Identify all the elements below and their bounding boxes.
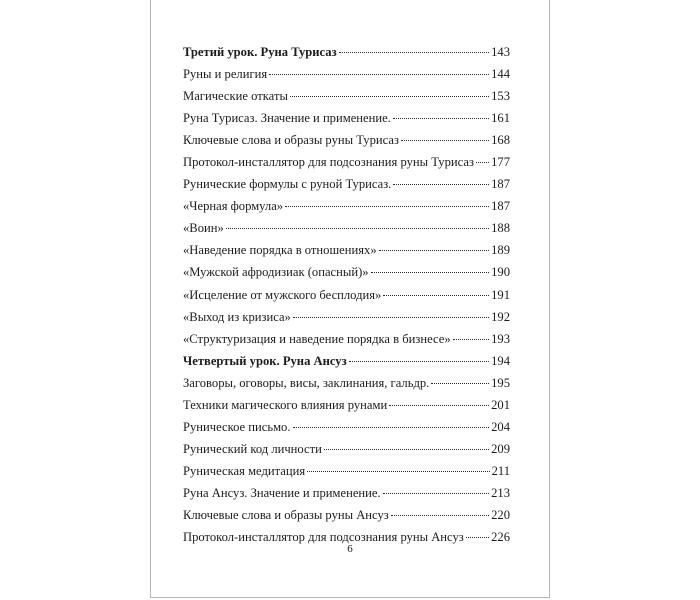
dot-leader	[226, 228, 489, 229]
toc-entry	[183, 85, 510, 107]
toc-entry-title: «Наведение порядка в отношениях»	[183, 243, 377, 258]
toc-entry-page: 191	[491, 287, 510, 302]
toc-entry	[183, 129, 510, 151]
toc-entry-page: 187	[491, 177, 510, 192]
toc-entry-title: Рунический код личности	[183, 441, 322, 456]
dot-leader	[476, 162, 489, 163]
toc-entry-title: Протокол-инсталлятор для подсознания руны Ансуз	[183, 530, 464, 545]
toc-entry	[183, 284, 510, 306]
dot-leader	[391, 515, 489, 516]
toc-entry-title: Руническое письмо.	[183, 419, 291, 434]
page-number: 6	[347, 543, 353, 555]
toc-entry-page: 161	[491, 111, 510, 126]
dot-leader	[339, 52, 489, 53]
dot-leader	[466, 537, 489, 538]
toc-entry-page: 204	[491, 419, 510, 434]
toc-entry	[183, 482, 510, 504]
toc-entry-title: Руны и религия	[183, 67, 268, 82]
toc-entry-page: 194	[491, 353, 510, 368]
dot-leader	[393, 118, 489, 119]
dot-leader	[401, 140, 489, 141]
toc-entry-title: «Выход из кризиса»	[183, 309, 291, 324]
dot-leader	[431, 383, 489, 384]
dot-leader	[379, 250, 489, 251]
toc-entry-title: Рунические формулы с руной Турисаз.	[183, 177, 392, 192]
toc-entry-page: 188	[491, 221, 510, 236]
toc-entry-page: 177	[491, 155, 510, 170]
toc-entry-title: Четвертый урок. Руна Ансуз	[183, 353, 347, 368]
toc-entry	[183, 394, 510, 416]
toc-entry-page: 201	[491, 397, 510, 412]
toc-entry-page: 193	[491, 331, 510, 346]
toc-entry-title: Ключевые слова и образы руны Ансуз	[183, 507, 389, 522]
toc-entry-page: 143	[491, 45, 510, 59]
toc-entry	[183, 372, 510, 394]
toc-entry	[183, 195, 510, 217]
toc-entry-title: Магические откаты	[183, 89, 288, 104]
toc-entry-title: «Черная формула»	[183, 199, 284, 214]
toc-entry-title: Третий урок. Руна Турисаз	[183, 45, 337, 59]
toc-entry-page: 190	[491, 265, 510, 280]
toc-entry-page: 144	[491, 67, 510, 82]
toc-entry-title: Руническая медитация	[183, 463, 306, 478]
dot-leader	[293, 317, 489, 318]
toc-entry	[183, 416, 510, 438]
toc-entry-title: Заговоры, оговоры, висы, заклинания, гальдр.	[183, 375, 430, 390]
toc-entry	[183, 328, 510, 350]
dot-leader	[324, 449, 489, 450]
toc-entry-page: 187	[491, 199, 510, 214]
toc-entry	[183, 217, 510, 239]
table-of-contents	[183, 41, 510, 548]
dot-leader	[383, 295, 489, 296]
toc-entry	[183, 350, 510, 372]
toc-entry-title: Техники магического влияния рунами	[183, 397, 388, 412]
dot-leader	[290, 96, 489, 97]
dot-leader	[349, 361, 489, 362]
toc-entry-title: «Исцеление от мужского бесплодия»	[183, 287, 382, 302]
toc-entry-title: «Структуризация и наведение порядка в бизнесе»	[183, 331, 451, 346]
toc-entry	[183, 173, 510, 195]
toc-entry-title: Протокол-инсталлятор для подсознания руны Турисаз	[183, 155, 474, 170]
toc-entry-page: 189	[491, 243, 510, 258]
toc-entry-page: 168	[491, 133, 510, 148]
toc-entry-title: Руна Ансуз. Значение и применение.	[183, 485, 381, 500]
dot-leader	[371, 272, 490, 273]
toc-entry-title: Ключевые слова и образы руны Турисаз	[183, 133, 399, 148]
toc-entry	[183, 460, 510, 482]
toc-entry	[183, 261, 510, 283]
dot-leader	[285, 206, 489, 207]
dot-leader	[453, 339, 489, 340]
toc-entry	[183, 438, 510, 460]
dot-leader	[393, 184, 489, 185]
dot-leader	[269, 74, 489, 75]
toc-entry-title: Руна Турисаз. Значение и применение.	[183, 111, 391, 126]
dot-leader	[389, 405, 489, 406]
toc-entry	[183, 151, 510, 173]
toc-entry	[183, 239, 510, 261]
toc-entry-page: 195	[491, 375, 510, 390]
toc-entry-page: 220	[491, 507, 510, 522]
toc-entry-page: 226	[491, 530, 510, 545]
toc-entry-page: 209	[491, 441, 510, 456]
dot-leader	[293, 427, 490, 428]
toc-entry-page: 192	[491, 309, 510, 324]
dot-leader	[383, 493, 489, 494]
toc-entry-title: «Воин»	[183, 221, 224, 236]
toc-entry-title: «Мужской афродизиак (опасный)»	[183, 265, 369, 280]
dot-leader	[307, 471, 489, 472]
toc-entry-page: 211	[491, 463, 510, 478]
toc-entry	[183, 504, 510, 526]
toc-entry-page: 153	[491, 89, 510, 104]
toc-entry	[183, 306, 510, 328]
toc-entry	[183, 107, 510, 129]
toc-entry	[183, 41, 510, 63]
toc-entry-page: 213	[491, 485, 510, 500]
toc-entry	[183, 63, 510, 85]
